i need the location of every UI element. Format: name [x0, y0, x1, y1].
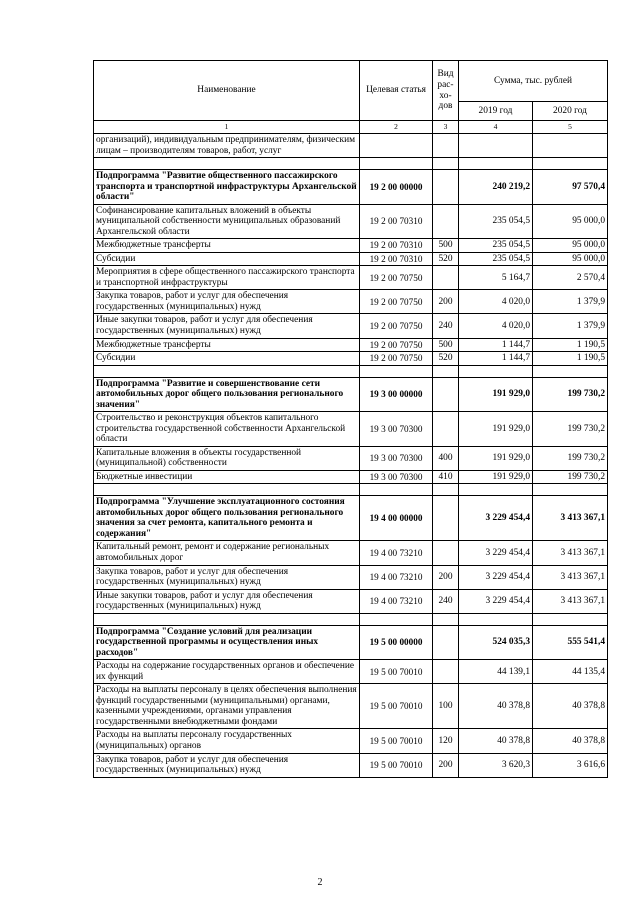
row-type-cell [433, 541, 459, 565]
row-code-cell: 19 2 00 00000 [360, 170, 433, 205]
row-2019-cell: 3 229 454,4 [459, 565, 533, 589]
row-name-cell: Строительство и реконструкция объектов капитального строительства государственной собственности Архангельской области [94, 412, 360, 447]
row-2020-cell: 44 135,4 [533, 660, 608, 684]
header-expense-type: Вид рас-хо-дов [433, 61, 459, 121]
row-name-cell: Расходы на содержание государственных органов и обеспечение их функций [94, 660, 360, 684]
index-cell: 3 [433, 121, 459, 134]
row-type-cell [433, 496, 459, 541]
row-type-cell: 120 [433, 729, 459, 753]
row-code-cell: 19 2 00 70750 [360, 314, 433, 338]
row-2020-cell: 199 730,2 [533, 470, 608, 484]
row-code-cell: 19 5 00 70010 [360, 684, 433, 729]
header-sum: Сумма, тыс. рублей [459, 61, 608, 102]
index-cell: 2 [360, 121, 433, 134]
row-name-cell: Подпрограмма "Создание условий для реализации государственной программы и осуществления иных расходов" [94, 625, 360, 660]
row-code-cell: 19 5 00 70010 [360, 729, 433, 753]
row-name-cell: Капитальные вложения в объекты государственной (муниципальной) собственности [94, 446, 360, 470]
table-row [94, 239, 608, 253]
table-body [94, 134, 608, 778]
row-code-cell: 19 3 00 00000 [360, 377, 433, 412]
row-2020-cell: 1 379,9 [533, 314, 608, 338]
index-cell: 4 [459, 121, 533, 134]
row-2020-cell: 2 570,4 [533, 266, 608, 290]
row-name-cell: Субсидии [94, 252, 360, 266]
row-type-cell: 410 [433, 470, 459, 484]
spacer-cell [433, 613, 459, 625]
row-code-cell: 19 2 00 70750 [360, 290, 433, 314]
table-row [94, 266, 608, 290]
table-row [94, 338, 608, 352]
row-type-cell: 240 [433, 589, 459, 613]
row-type-cell: 520 [433, 352, 459, 366]
row-code-cell: 19 5 00 70010 [360, 753, 433, 777]
row-type-cell: 200 [433, 290, 459, 314]
spacer-cell [94, 613, 360, 625]
row-type-cell [433, 412, 459, 447]
row-2020-cell: 3 616,6 [533, 753, 608, 777]
row-type-cell: 500 [433, 239, 459, 253]
row-2019-cell: 235 054,5 [459, 252, 533, 266]
row-name-cell: Расходы на выплаты персоналу в целях обеспечения выполнения функций государственными (муниципальными) органами, казенными учреждениями, органами управления государственными внебюджетными фондами [94, 684, 360, 729]
row-2019-cell: 191 929,0 [459, 446, 533, 470]
row-code-cell: 19 4 00 73210 [360, 565, 433, 589]
spacer-cell [533, 613, 608, 625]
row-2020-cell: 555 541,4 [533, 625, 608, 660]
row-name-cell: Межбюджетные трансферты [94, 338, 360, 352]
table-row [94, 753, 608, 777]
row-name-cell: организаций), индивидуальным предпринимателям, физическим лицам – производителям товаров, работ, услуг [94, 134, 360, 158]
table-row [94, 352, 608, 366]
table-row [94, 589, 608, 613]
header-year-2020: 2020 год [533, 102, 608, 121]
row-2019-cell: 240 219,2 [459, 170, 533, 205]
table-row [94, 729, 608, 753]
spacer-cell [459, 365, 533, 377]
row-name-cell: Подпрограмма "Развитие и совершенствование сети автомобильных дорог общего пользования регионального значения" [94, 377, 360, 412]
spacer-cell [94, 484, 360, 496]
spacer-cell [360, 158, 433, 170]
table-row [94, 204, 608, 239]
table-row [94, 290, 608, 314]
index-cell: 5 [533, 121, 608, 134]
row-code-cell [360, 134, 433, 158]
row-2019-cell: 191 929,0 [459, 377, 533, 412]
spacer-cell [94, 158, 360, 170]
row-code-cell: 19 2 00 70750 [360, 352, 433, 366]
row-type-cell [433, 377, 459, 412]
table-row [94, 684, 608, 729]
row-code-cell: 19 3 00 70300 [360, 412, 433, 447]
row-name-cell: Иные закупки товаров, работ и услуг для обеспечения государственных (муниципальных) нужд [94, 314, 360, 338]
spacer-cell [94, 365, 360, 377]
row-name-cell: Закупка товаров, работ и услуг для обеспечения государственных (муниципальных) нужд [94, 290, 360, 314]
spacer-row [94, 484, 608, 496]
spacer-cell [360, 365, 433, 377]
table-row [94, 446, 608, 470]
row-code-cell: 19 4 00 00000 [360, 496, 433, 541]
table-row [94, 134, 608, 158]
table-row [94, 314, 608, 338]
row-2020-cell: 3 413 367,1 [533, 541, 608, 565]
row-2020-cell: 199 730,2 [533, 412, 608, 447]
table-row [94, 252, 608, 266]
spacer-cell [459, 613, 533, 625]
row-2020-cell: 97 570,4 [533, 170, 608, 205]
spacer-row [94, 158, 608, 170]
row-2020-cell: 40 378,8 [533, 729, 608, 753]
row-2020-cell: 1 190,5 [533, 338, 608, 352]
row-2020-cell: 95 000,0 [533, 239, 608, 253]
row-code-cell: 19 4 00 73210 [360, 589, 433, 613]
budget-table [93, 60, 608, 778]
row-type-cell [433, 204, 459, 239]
spacer-cell [459, 484, 533, 496]
spacer-row [94, 613, 608, 625]
row-type-cell: 500 [433, 338, 459, 352]
row-type-cell [433, 625, 459, 660]
row-2019-cell: 44 139,1 [459, 660, 533, 684]
table-row [94, 412, 608, 447]
row-2019-cell: 235 054,5 [459, 239, 533, 253]
row-type-cell: 200 [433, 565, 459, 589]
row-2019-cell: 1 144,7 [459, 338, 533, 352]
row-name-cell: Иные закупки товаров, работ и услуг для обеспечения государственных (муниципальных) нужд [94, 589, 360, 613]
row-name-cell: Софинансирование капитальных вложений в объекты муниципальной собственности муниципальных образований Архангельской области [94, 204, 360, 239]
row-2020-cell: 3 413 367,1 [533, 565, 608, 589]
row-code-cell: 19 2 00 70310 [360, 204, 433, 239]
row-2019-cell: 1 144,7 [459, 352, 533, 366]
row-type-cell: 520 [433, 252, 459, 266]
row-2019-cell: 5 164,7 [459, 266, 533, 290]
header-code: Целевая статья [360, 61, 433, 121]
spacer-cell [433, 484, 459, 496]
row-2020-cell: 3 413 367,1 [533, 589, 608, 613]
row-2019-cell: 40 378,8 [459, 684, 533, 729]
row-name-cell: Закупка товаров, работ и услуг для обеспечения государственных (муниципальных) нужд [94, 753, 360, 777]
row-2019-cell: 4 020,0 [459, 314, 533, 338]
row-code-cell: 19 2 00 70310 [360, 239, 433, 253]
spacer-row [94, 365, 608, 377]
row-2019-cell: 191 929,0 [459, 470, 533, 484]
spacer-cell [360, 484, 433, 496]
row-2019-cell: 3 229 454,4 [459, 496, 533, 541]
spacer-cell [433, 158, 459, 170]
row-type-cell: 240 [433, 314, 459, 338]
row-2019-cell: 4 020,0 [459, 290, 533, 314]
row-2020-cell: 95 000,0 [533, 252, 608, 266]
row-code-cell: 19 3 00 70300 [360, 470, 433, 484]
row-type-cell [433, 266, 459, 290]
row-name-cell: Капитальный ремонт, ремонт и содержание региональных автомобильных дорог [94, 541, 360, 565]
row-code-cell: 19 5 00 00000 [360, 625, 433, 660]
row-2020-cell: 199 730,2 [533, 377, 608, 412]
row-2020-cell [533, 134, 608, 158]
row-code-cell: 19 2 00 70750 [360, 266, 433, 290]
header-name: Наименование [94, 61, 360, 121]
row-name-cell: Подпрограмма "Развитие общественного пассажирского транспорта и транспортной инфраструктуры Архангельской области" [94, 170, 360, 205]
row-name-cell: Закупка товаров, работ и услуг для обеспечения государственных (муниципальных) нужд [94, 565, 360, 589]
spacer-cell [360, 613, 433, 625]
row-name-cell: Межбюджетные трансферты [94, 239, 360, 253]
row-type-cell: 400 [433, 446, 459, 470]
row-2019-cell [459, 134, 533, 158]
table-row [94, 565, 608, 589]
row-2020-cell: 1 190,5 [533, 352, 608, 366]
row-2019-cell: 235 054,5 [459, 204, 533, 239]
subprogram-row [94, 496, 608, 541]
row-type-cell: 200 [433, 753, 459, 777]
row-2020-cell: 199 730,2 [533, 446, 608, 470]
row-type-cell: 100 [433, 684, 459, 729]
row-name-cell: Расходы на выплаты персоналу государственных (муниципальных) органов [94, 729, 360, 753]
row-2019-cell: 3 620,3 [459, 753, 533, 777]
row-name-cell: Бюджетные инвестиции [94, 470, 360, 484]
row-code-cell: 19 5 00 70010 [360, 660, 433, 684]
row-2020-cell: 1 379,9 [533, 290, 608, 314]
header-year-2019: 2019 год [459, 102, 533, 121]
row-2020-cell: 3 413 367,1 [533, 496, 608, 541]
row-2019-cell: 3 229 454,4 [459, 541, 533, 565]
row-2019-cell: 191 929,0 [459, 412, 533, 447]
row-name-cell: Подпрограмма "Улучшение эксплуатационного состояния автомобильных дорог общего пользования регионального значения за счет ремонта, капитального ремонта и содержания" [94, 496, 360, 541]
row-type-cell [433, 134, 459, 158]
row-type-cell [433, 170, 459, 205]
row-2019-cell: 524 035,3 [459, 625, 533, 660]
spacer-cell [533, 365, 608, 377]
page-number: 2 [317, 877, 323, 888]
spacer-cell [459, 158, 533, 170]
table-row [94, 541, 608, 565]
subprogram-row [94, 625, 608, 660]
row-code-cell: 19 2 00 70310 [360, 252, 433, 266]
row-2020-cell: 95 000,0 [533, 204, 608, 239]
row-code-cell: 19 3 00 70300 [360, 446, 433, 470]
row-type-cell [433, 660, 459, 684]
index-cell: 1 [94, 121, 360, 134]
spacer-cell [533, 484, 608, 496]
spacer-cell [433, 365, 459, 377]
row-2019-cell: 40 378,8 [459, 729, 533, 753]
subprogram-row [94, 170, 608, 205]
table-row [94, 660, 608, 684]
row-name-cell: Мероприятия в сфере общественного пассажирского транспорта и транспортной инфраструктуры [94, 266, 360, 290]
row-2019-cell: 3 229 454,4 [459, 589, 533, 613]
row-2020-cell: 40 378,8 [533, 684, 608, 729]
row-code-cell: 19 2 00 70750 [360, 338, 433, 352]
spacer-cell [533, 158, 608, 170]
row-name-cell: Субсидии [94, 352, 360, 366]
table-row [94, 470, 608, 484]
subprogram-row [94, 377, 608, 412]
row-code-cell: 19 4 00 73210 [360, 541, 433, 565]
